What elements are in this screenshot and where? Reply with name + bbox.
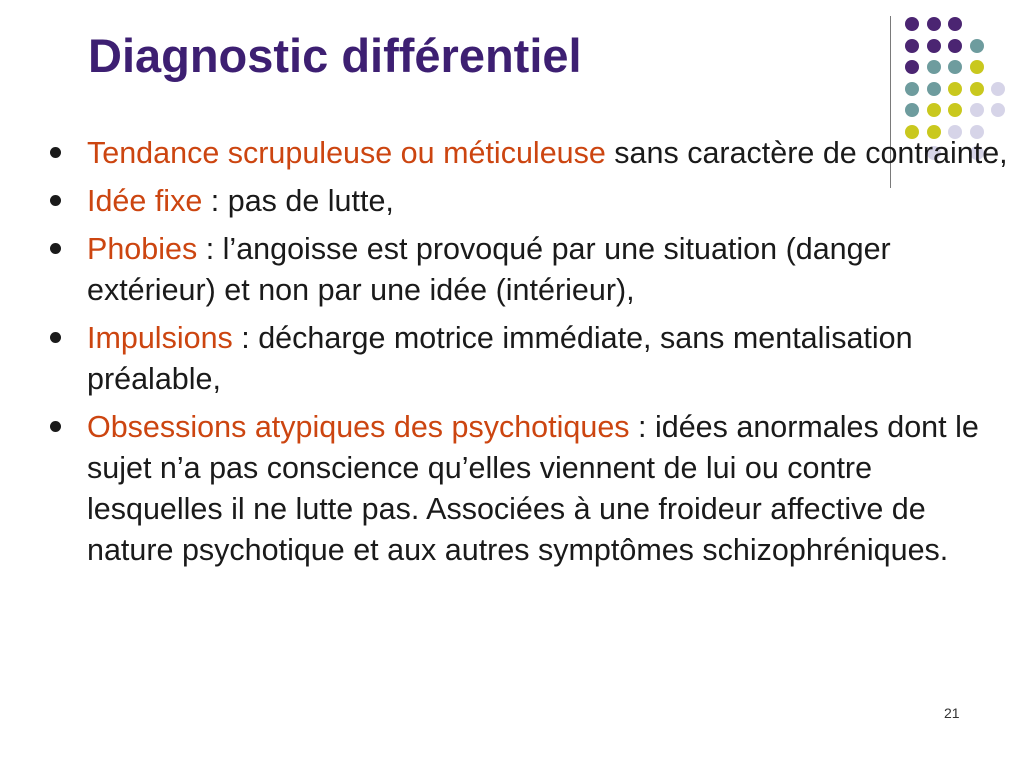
bullet-list: [50, 133, 1010, 578]
decorative-dot: [905, 82, 919, 96]
decorative-dot: [991, 103, 1005, 117]
bullet-term: Obsessions atypiques des psychotiques: [87, 410, 630, 444]
bullet-item: [50, 229, 1010, 311]
bullet-text: sans caractère de contrainte,: [605, 136, 1008, 170]
bullet-item: [50, 181, 1010, 222]
bullet-term: Idée fixe: [87, 184, 203, 218]
decorative-dot: [905, 17, 919, 31]
decorative-dot: [927, 39, 941, 53]
decorative-dot: [948, 17, 962, 31]
decorative-dot: [905, 39, 919, 53]
bullet-icon: [50, 421, 61, 432]
decorative-dot: [970, 82, 984, 96]
bullet-text: : pas de lutte,: [202, 184, 394, 218]
decorative-dot: [948, 39, 962, 53]
bullet-text: : l’angoisse est provoqué par une situation (danger extérieur) et non par une idée (intérieur),: [87, 232, 891, 307]
decorative-dot: [927, 103, 941, 117]
decorative-dot: [991, 82, 1005, 96]
decorative-dot: [905, 60, 919, 74]
decorative-dot: [970, 39, 984, 53]
bullet-icon: [50, 195, 61, 206]
decorative-dot: [970, 103, 984, 117]
slide-number: 21: [944, 705, 960, 721]
bullet-term: Tendance scrupuleuse ou méticuleuse: [87, 136, 606, 170]
bullet-icon: [50, 147, 61, 158]
decorative-dot: [927, 82, 941, 96]
bullet-text: : décharge motrice immédiate, sans mentalisation préalable,: [87, 321, 913, 396]
bullet-term: Phobies: [87, 232, 198, 266]
decorative-dot: [927, 17, 941, 31]
bullet-term: Impulsions: [87, 321, 233, 355]
bullet-icon: [50, 243, 61, 254]
decorative-dot: [927, 60, 941, 74]
bullet-item: [50, 407, 1010, 571]
decorative-dot: [905, 103, 919, 117]
slide-title: Diagnostic différentiel: [88, 29, 582, 82]
bullet-item: [50, 133, 1010, 174]
decorative-dot: [948, 103, 962, 117]
bullet-text: : idées anormales dont le sujet n’a pas conscience qu’elles viennent de lui ou contre lesquelles il ne lutte pas. Associées à une froideur affective de nature psychotique et aux autres symptômes schizophréniques.: [87, 410, 979, 567]
decorative-dot: [970, 60, 984, 74]
decorative-dot: [948, 60, 962, 74]
bullet-item: [50, 318, 1010, 400]
bullet-icon: [50, 332, 61, 343]
decorative-dot: [948, 82, 962, 96]
